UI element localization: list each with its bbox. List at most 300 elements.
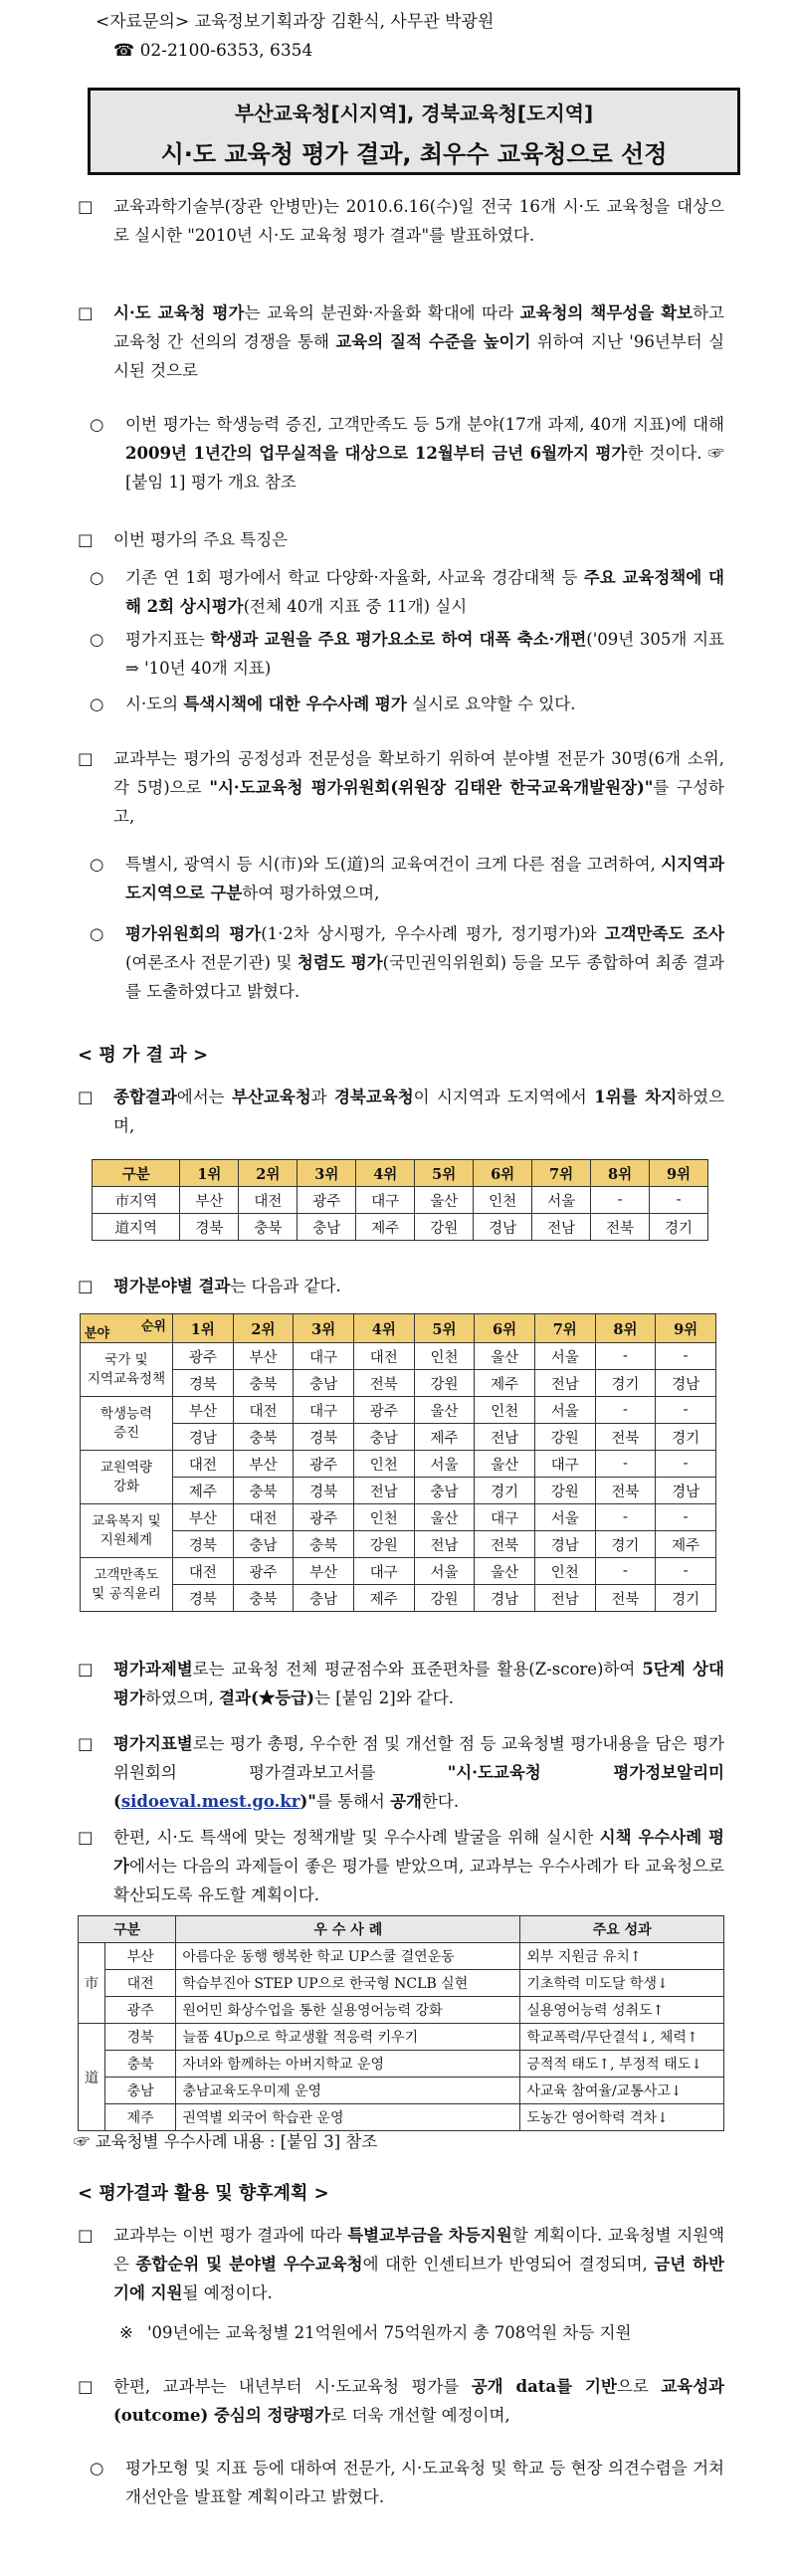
emphasis: 시책 우수사례 평가 bbox=[113, 1828, 724, 1876]
table-header-row bbox=[81, 1314, 716, 1343]
paragraph-text bbox=[78, 1823, 724, 1909]
text-run: 하여 평가하였으며, bbox=[242, 884, 380, 902]
table-cell: 충북 bbox=[233, 1370, 294, 1397]
table-cell: 道지역 bbox=[93, 1214, 180, 1241]
table-cell: 대구 bbox=[294, 1343, 354, 1370]
table-cell: - bbox=[591, 1187, 650, 1214]
table-cell: 제주 bbox=[414, 1424, 475, 1451]
website-link[interactable]: sidoeval.mest.go.kr bbox=[120, 1792, 300, 1811]
table-cell: 대구 bbox=[475, 1504, 535, 1531]
text-run: 하였으며, bbox=[113, 1088, 725, 1135]
table-cell: - bbox=[595, 1397, 656, 1424]
header-cell: 구분 bbox=[79, 1916, 176, 1943]
emphasis: 청렴도 평가 bbox=[297, 953, 383, 972]
table-cell: 울산 bbox=[414, 1504, 475, 1531]
emphasis: 시·도 교육청 평가 bbox=[113, 303, 245, 322]
table-cell: 인천 bbox=[534, 1558, 595, 1585]
table-cell: 서울 bbox=[534, 1397, 595, 1424]
emphasis: 경북교육청 bbox=[333, 1088, 414, 1106]
table-cell: 충남 bbox=[298, 1214, 356, 1241]
emphasis: 평가과제별 bbox=[113, 1660, 193, 1679]
header-cell: 6위 bbox=[474, 1160, 532, 1187]
table-cell: 경기 bbox=[475, 1478, 535, 1504]
table-row bbox=[81, 1424, 716, 1451]
table-cell: 부산 bbox=[294, 1558, 354, 1585]
table-cell: 권역별 외국어 학습관 운영 bbox=[176, 2104, 520, 2131]
text-run: 에서는 bbox=[176, 1088, 232, 1106]
table-cell: 충북 bbox=[233, 1424, 294, 1451]
text-run: 할 계획이다. 교육청별 지원액은 bbox=[113, 2226, 725, 2274]
header-cell: 구분 bbox=[93, 1160, 180, 1187]
table-cell: - bbox=[595, 1343, 656, 1370]
table-cell: 대전 bbox=[105, 1970, 176, 1997]
text-run: 교과부는 이번 평가 결과에 따라 bbox=[113, 2226, 348, 2245]
reference-note: ☞ 교육청별 우수사례 내용 : [붙임 3] 참조 bbox=[74, 2132, 378, 2151]
table-cell: 학교폭력/무단결석↓, 체력↑ bbox=[520, 2024, 724, 2051]
circle-bullet: ○ bbox=[90, 630, 104, 649]
paragraph bbox=[78, 1655, 724, 1712]
corner-top-label: 순위 bbox=[140, 1319, 166, 1334]
table-cell: 충북 bbox=[233, 1478, 294, 1504]
paragraph-text bbox=[90, 690, 724, 718]
overall-rank-table bbox=[92, 1159, 708, 1241]
table-cell: 부산 bbox=[173, 1397, 234, 1424]
field-rank-table bbox=[80, 1313, 716, 1612]
table-cell: 광주 bbox=[353, 1397, 414, 1424]
paragraph-text: '09년에는 교육청별 21억원에서 75억원까지 총 708억원 차등 지원 bbox=[147, 2323, 632, 2342]
table-row bbox=[81, 1397, 716, 1424]
table-cell: 경남 bbox=[656, 1370, 716, 1397]
paragraph bbox=[90, 625, 724, 683]
text-run: 특별시, 광역시 등 시(市)와 도(道)의 교육여건이 크게 다른 점을 고려하여, bbox=[125, 855, 662, 874]
paragraph-text bbox=[78, 1655, 724, 1712]
table-cell: 강원 bbox=[414, 1370, 475, 1397]
paragraph-text bbox=[78, 744, 724, 831]
emphasis: 시지역과 도지역으로 구분 bbox=[125, 855, 724, 902]
table-cell: - bbox=[656, 1504, 716, 1531]
table-cell: 대전 bbox=[239, 1187, 298, 1214]
table-cell: 대전 bbox=[173, 1451, 234, 1478]
table-cell: 인천 bbox=[353, 1504, 414, 1531]
table-cell: 제주 bbox=[656, 1531, 716, 1558]
table-row bbox=[81, 1451, 716, 1478]
text-run: (여론조사 전문기관) 및 bbox=[125, 953, 298, 972]
paragraph bbox=[90, 2454, 724, 2511]
table-cell: 전북 bbox=[475, 1531, 535, 1558]
table-cell: 강원 bbox=[414, 1585, 475, 1612]
table-cell: 서울 bbox=[532, 1187, 591, 1214]
square-bullet: □ bbox=[78, 1660, 94, 1679]
section-heading: < 평 가 결 과 > bbox=[78, 1045, 209, 1066]
text-run: 를 구성하고, bbox=[113, 778, 724, 826]
emphasis: 부산교육청 bbox=[231, 1088, 311, 1106]
table-cell: 市지역 bbox=[93, 1187, 180, 1214]
table-row bbox=[79, 1997, 724, 2024]
paragraph bbox=[78, 2372, 724, 2430]
table-cell: 부산 bbox=[233, 1451, 294, 1478]
emphasis: 고객만족도 조사 bbox=[604, 924, 724, 943]
table-cell: 경남 bbox=[474, 1214, 532, 1241]
text-run: 에서는 다음의 과제들이 좋은 평가를 받았으며, 교과부는 우수사례가 타 교육청으로 확산되도록 유도할 계획이다. bbox=[113, 1857, 724, 1904]
header-cell: 8위 bbox=[591, 1160, 650, 1187]
table-cell: 부산 bbox=[233, 1343, 294, 1370]
table-cell: 전북 bbox=[353, 1370, 414, 1397]
text-run: 로 더욱 개선할 예정이며, bbox=[330, 2406, 510, 2425]
paragraph-text bbox=[90, 410, 724, 496]
paragraph bbox=[119, 2318, 724, 2347]
table-cell: 충남 bbox=[105, 2078, 176, 2104]
paragraph bbox=[74, 2127, 720, 2156]
emphasis: 종합결과 bbox=[113, 1088, 177, 1106]
table-cell: - bbox=[656, 1397, 716, 1424]
table-cell: 충남교육도우미제 운영 bbox=[176, 2078, 520, 2104]
field-name-cell: 교육복지 및 지원체계 bbox=[81, 1504, 173, 1558]
circle-bullet: ○ bbox=[90, 415, 104, 434]
paragraph-text bbox=[78, 2372, 724, 2430]
table-cell: 경남 bbox=[534, 1531, 595, 1558]
table-cell: 충북 bbox=[105, 2051, 176, 2078]
paragraph bbox=[90, 850, 724, 907]
emphasis: "시·도교육청 평가위원회(위원장 김태완 한국교육개발원장)" bbox=[209, 778, 654, 797]
table-cell: 실용영어능력 성취도↑ bbox=[520, 1997, 724, 2024]
table-row bbox=[81, 1585, 716, 1612]
text-run: 될 예정이다. bbox=[182, 2283, 273, 2302]
table-cell: 광주 bbox=[105, 1997, 176, 2024]
paragraph-text bbox=[90, 625, 724, 683]
circle-bullet: ○ bbox=[90, 568, 104, 587]
emphasis: 교육청의 책무성을 확보 bbox=[519, 303, 694, 322]
table-cell: 인천 bbox=[475, 1397, 535, 1424]
emphasis: 특색시책에 대한 우수사례 평가 bbox=[183, 694, 407, 713]
square-bullet: □ bbox=[78, 197, 94, 216]
emphasis: 5단계 상대평가 bbox=[113, 1660, 724, 1707]
table-cell: 충남 bbox=[294, 1370, 354, 1397]
emphasis: 금년 하반기에 지원 bbox=[113, 2255, 724, 2302]
table-cell: 서울 bbox=[414, 1558, 475, 1585]
contact-block bbox=[96, 8, 494, 66]
table-cell: - bbox=[656, 1558, 716, 1585]
table-cell: 부산 bbox=[180, 1187, 239, 1214]
emphasis: 주요 교육정책에 대해 2회 상시평가 bbox=[125, 568, 724, 616]
header-cell: 9위 bbox=[656, 1314, 716, 1343]
table-cell: 경남 bbox=[656, 1478, 716, 1504]
table-cell: 학습부진아 STEP UP으로 한국형 NCLB 실현 bbox=[176, 1970, 520, 1997]
corner-cell bbox=[81, 1314, 173, 1343]
table-cell: 경기 bbox=[595, 1370, 656, 1397]
field-name-cell: 교원역량 강화 bbox=[81, 1451, 173, 1504]
header-cell: 9위 bbox=[650, 1160, 708, 1187]
table-cell: 충남 bbox=[414, 1478, 475, 1504]
table-cell: 대전 bbox=[233, 1504, 294, 1531]
square-bullet: □ bbox=[78, 1734, 94, 1753]
table-cell: - bbox=[595, 1451, 656, 1478]
table-cell: 경기 bbox=[656, 1424, 716, 1451]
header-cell: 3위 bbox=[294, 1314, 354, 1343]
circle-bullet: ○ bbox=[90, 855, 104, 874]
table-cell: 울산 bbox=[415, 1187, 474, 1214]
text-run: 이번 평가는 학생능력 증진, 고객만족도 등 5개 분야(17개 과제, 40개 지표)에 대해 bbox=[125, 415, 724, 434]
table-cell: 서울 bbox=[534, 1504, 595, 1531]
header-cell: 8위 bbox=[595, 1314, 656, 1343]
text-run: 이 시지역과 도지역에서 bbox=[413, 1088, 595, 1106]
header-cell: 5위 bbox=[414, 1314, 475, 1343]
text-run: 실시로 요약할 수 있다. bbox=[406, 694, 576, 713]
table-cell: 인천 bbox=[474, 1187, 532, 1214]
table-cell: - bbox=[650, 1187, 708, 1214]
header-cell: 2위 bbox=[233, 1314, 294, 1343]
table-cell: 강원 bbox=[415, 1214, 474, 1241]
table-cell: 울산 bbox=[475, 1343, 535, 1370]
paragraph-text bbox=[90, 563, 724, 621]
title-line-1: 부산교육청[시지역], 경북교육청[도지역] bbox=[234, 101, 594, 125]
table-cell: 경북 bbox=[173, 1585, 234, 1612]
paragraph bbox=[78, 1083, 724, 1140]
paragraph-text: 이번 평가의 주요 특징은 bbox=[113, 530, 289, 549]
table-cell: 강원 bbox=[534, 1478, 595, 1504]
emphasis: 공개 data를 기반 bbox=[471, 2377, 617, 2396]
text-run: (국민권익위원회) 등을 모두 종합하여 최종 결과를 도출하였다고 밝혔다. bbox=[125, 953, 724, 1001]
table-cell: - bbox=[595, 1558, 656, 1585]
text-run: 한 것이다. ☞ [붙임 1] 평가 개요 참조 bbox=[125, 444, 724, 492]
title-line-2: 시·도 교육청 평가 결과, 최우수 교육청으로 선정 bbox=[160, 140, 668, 168]
paragraph bbox=[78, 2221, 724, 2307]
table-cell: 경북 bbox=[294, 1478, 354, 1504]
table-row bbox=[81, 1531, 716, 1558]
header-cell: 7위 bbox=[532, 1160, 591, 1187]
emphasis: 1위를 차지 bbox=[594, 1088, 678, 1106]
table-cell: 제주 bbox=[353, 1585, 414, 1612]
table-cell: 전남 bbox=[414, 1531, 475, 1558]
table-cell: 부산 bbox=[105, 1943, 176, 1970]
text-run: 위하여 지난 '96년부터 실시된 것으로 bbox=[113, 332, 725, 380]
table-cell: 전북 bbox=[595, 1478, 656, 1504]
table-cell: 울산 bbox=[475, 1558, 535, 1585]
paragraph bbox=[78, 1823, 724, 1909]
table-cell: 전남 bbox=[475, 1424, 535, 1451]
emphasis: 학생과 교원을 주요 평가요소로 하여 대폭 축소·개편 bbox=[210, 630, 587, 649]
table-cell: 대전 bbox=[233, 1397, 294, 1424]
table-cell: 광주 bbox=[173, 1343, 234, 1370]
table-cell: - bbox=[595, 1504, 656, 1531]
paragraph-text bbox=[78, 1083, 724, 1140]
table-cell: 서울 bbox=[414, 1451, 475, 1478]
table-cell: 경북 bbox=[294, 1424, 354, 1451]
field-name-cell: 국가 및 지역교육정책 bbox=[81, 1343, 173, 1397]
table-cell: 외부 지원금 유치↑ bbox=[520, 1943, 724, 1970]
square-bullet: □ bbox=[78, 2377, 94, 2396]
header-cell: 4위 bbox=[356, 1160, 415, 1187]
text-run: 는 다음과 같다. bbox=[230, 1277, 341, 1295]
field-name-cell: 학생능력 증진 bbox=[81, 1397, 173, 1451]
table-cell: 긍적적 태도↑, 부정적 태도↓ bbox=[520, 2051, 724, 2078]
table-row bbox=[93, 1187, 708, 1214]
paragraph-text: 평가모형 및 지표 등에 대하여 전문가, 시·도교육청 및 학교 등 현장 의견수렴을 거쳐 개선안을 발표할 계획이라고 밝혔다. bbox=[125, 2459, 724, 2506]
paragraph-text bbox=[78, 298, 724, 385]
table-row bbox=[79, 1970, 724, 1997]
table-cell: 전남 bbox=[532, 1214, 591, 1241]
header-cell: 1위 bbox=[180, 1160, 239, 1187]
text-run: 으로 bbox=[616, 2377, 662, 2396]
table-cell: 인천 bbox=[414, 1343, 475, 1370]
table-cell: 충남 bbox=[294, 1585, 354, 1612]
header-cell: 우 수 사 례 bbox=[176, 1916, 520, 1943]
header-cell: 6위 bbox=[475, 1314, 535, 1343]
table-row bbox=[93, 1214, 708, 1241]
table-cell: 사교육 참여율/교통사고↓ bbox=[520, 2078, 724, 2104]
table-cell: 충북 bbox=[294, 1531, 354, 1558]
table-cell: 경북 bbox=[173, 1370, 234, 1397]
table-cell: 전남 bbox=[534, 1585, 595, 1612]
table-cell: 충북 bbox=[239, 1214, 298, 1241]
text-run: 는 [붙임 2]와 같다. bbox=[314, 1688, 455, 1707]
header-cell: 4위 bbox=[353, 1314, 414, 1343]
contact-line: <자료문의> 교육정보기획과장 김환식, 사무관 박광원 bbox=[96, 12, 495, 32]
table-cell: 제주 bbox=[356, 1214, 415, 1241]
header-cell: 주요 성과 bbox=[520, 1916, 724, 1943]
table-cell: 도농간 영어학력 격차↓ bbox=[520, 2104, 724, 2131]
text-run: 과 bbox=[310, 1088, 334, 1106]
table-cell: 대구 bbox=[356, 1187, 415, 1214]
paragraph-text bbox=[90, 850, 724, 907]
paragraph bbox=[90, 563, 724, 621]
table-row bbox=[79, 1943, 724, 1970]
paragraph bbox=[78, 1729, 724, 1816]
text-run: 한편, 시·도 특색에 맞는 정책개발 및 우수사례 발굴을 위해 실시한 bbox=[113, 1828, 600, 1847]
table-cell: 광주 bbox=[233, 1558, 294, 1585]
emphasis: 평가위원회의 평가 bbox=[125, 924, 262, 943]
table-row bbox=[79, 2024, 724, 2051]
table-row bbox=[79, 2051, 724, 2078]
table-cell: 광주 bbox=[294, 1504, 354, 1531]
table-cell: 전북 bbox=[595, 1424, 656, 1451]
table-cell: 전남 bbox=[353, 1478, 414, 1504]
table-cell: - bbox=[656, 1343, 716, 1370]
table-cell: 경기 bbox=[650, 1214, 708, 1241]
field-name-cell: 고객만족도 및 공직윤리 bbox=[81, 1558, 173, 1612]
table-row bbox=[81, 1343, 716, 1370]
text-run: 한편, 교과부는 내년부터 시·도교육청 평가를 bbox=[113, 2377, 472, 2396]
table-cell: - bbox=[656, 1451, 716, 1478]
table-cell: 기초학력 미도달 학생↓ bbox=[520, 1970, 724, 1997]
header-cell: 5위 bbox=[415, 1160, 474, 1187]
square-bullet: □ bbox=[78, 1828, 94, 1847]
table-row bbox=[81, 1370, 716, 1397]
emphasis: 결과(★등급) bbox=[219, 1688, 315, 1707]
paragraph-text: 교육과학기술부(장관 안병만)는 2010.6.16(수)일 전국 16개 시·도 교육청을 대상으로 실시한 "2010년 시·도 교육청 평가 결과"를 발표하였다. bbox=[113, 197, 724, 245]
paragraph-text bbox=[78, 1272, 724, 1300]
text-run: 를 통해서 bbox=[315, 1792, 391, 1811]
square-bullet: □ bbox=[78, 2226, 94, 2245]
corner-bottom-label: 분야 bbox=[85, 1326, 110, 1341]
table-cell: 경기 bbox=[595, 1531, 656, 1558]
table-cell: 경북 bbox=[173, 1531, 234, 1558]
text-run: 교과부는 평가의 공정성과 전문성을 확보하기 위하여 분야별 전문가 30명(6개 소위, 각 5명)으로 bbox=[113, 749, 724, 797]
table-cell: 대구 bbox=[534, 1451, 595, 1478]
table-cell: 자녀와 함께하는 아버지학교 운영 bbox=[176, 2051, 520, 2078]
table-cell: 제주 bbox=[173, 1478, 234, 1504]
paragraph-text bbox=[90, 919, 724, 1006]
square-bullet: □ bbox=[78, 1088, 94, 1106]
text-run: 는 교육의 분권화·자율화 확대에 따라 bbox=[244, 303, 520, 322]
text-run: 시·도의 bbox=[125, 694, 184, 713]
paragraph bbox=[78, 525, 724, 554]
table-cell: 부산 bbox=[173, 1504, 234, 1531]
text-run: ('09년 305개 지표 ⇒ '10년 40개 지표) bbox=[125, 630, 724, 678]
table-cell: 울산 bbox=[475, 1451, 535, 1478]
text-run: 하고 교육청 간 선의의 경쟁을 통해 bbox=[113, 303, 724, 351]
table-cell: 충북 bbox=[233, 1585, 294, 1612]
table-cell: 충남 bbox=[233, 1531, 294, 1558]
header-cell: 7위 bbox=[534, 1314, 595, 1343]
table-cell: 대구 bbox=[294, 1397, 354, 1424]
table-cell: 울산 bbox=[414, 1397, 475, 1424]
table-cell: 전북 bbox=[591, 1214, 650, 1241]
table-cell: 광주 bbox=[294, 1451, 354, 1478]
region-group-cell: 市 bbox=[79, 1943, 105, 2024]
title-box bbox=[88, 88, 740, 175]
header-cell: 2위 bbox=[239, 1160, 298, 1187]
section-heading: < 평가결과 활용 및 향후계획 > bbox=[78, 2183, 329, 2204]
circle-bullet: ○ bbox=[90, 924, 104, 943]
table-cell: 아름다운 동행 행복한 학교 UP스쿨 결연운동 bbox=[176, 1943, 520, 1970]
table-cell: 경기 bbox=[656, 1585, 716, 1612]
contact-phone: ☎ 02-2100-6353, 6354 bbox=[113, 41, 313, 61]
circle-bullet: ○ bbox=[90, 2459, 104, 2477]
note-mark: ※ bbox=[119, 2323, 133, 2342]
paragraph bbox=[90, 690, 724, 718]
table-header-row bbox=[93, 1160, 708, 1187]
paragraph bbox=[78, 192, 724, 250]
paragraph-text bbox=[78, 2221, 724, 2307]
best-cases-table bbox=[78, 1915, 724, 2131]
table-cell: 대전 bbox=[173, 1558, 234, 1585]
table-cell: 강원 bbox=[353, 1531, 414, 1558]
text-run: (전체 40개 지표 중 11개) 실시 bbox=[243, 597, 468, 616]
table-cell: 전북 bbox=[595, 1585, 656, 1612]
table-row bbox=[81, 1504, 716, 1531]
header-cell: 1위 bbox=[173, 1314, 234, 1343]
text-run: 로는 평가 총평, 우수한 점 및 개선할 점 등 교육청별 평가내용을 담은 평가위원회의 평가결과보고서를 bbox=[113, 1734, 724, 1782]
emphasis: 특별교부금을 차등지원 bbox=[347, 2226, 512, 2245]
table-cell: 경남 bbox=[173, 1424, 234, 1451]
paragraph bbox=[90, 919, 724, 1006]
table-cell: 전남 bbox=[534, 1370, 595, 1397]
emphasis: )" bbox=[299, 1792, 316, 1811]
paragraph bbox=[90, 410, 724, 496]
table-row bbox=[79, 2078, 724, 2104]
table-cell: 제주 bbox=[475, 1370, 535, 1397]
emphasis: 종합순위 및 분야별 우수교육청 bbox=[135, 2255, 363, 2274]
table-cell: 대구 bbox=[353, 1558, 414, 1585]
square-bullet: □ bbox=[78, 749, 94, 768]
table-cell: 경남 bbox=[475, 1585, 535, 1612]
emphasis: 2009년 1년간의 업무실적을 대상으로 12월부터 금년 6월까지 평가 bbox=[125, 444, 628, 463]
paragraph bbox=[78, 744, 724, 831]
emphasis: 교육성과(outcome) 중심의 정량평가 bbox=[113, 2377, 724, 2425]
table-cell: 대전 bbox=[353, 1343, 414, 1370]
table-cell: 강원 bbox=[534, 1424, 595, 1451]
square-bullet: □ bbox=[78, 303, 94, 322]
emphasis: 교육의 질적 수준을 높이기 bbox=[335, 332, 531, 351]
table-cell: 서울 bbox=[534, 1343, 595, 1370]
table-cell: 광주 bbox=[298, 1187, 356, 1214]
paragraph-text bbox=[78, 1729, 724, 1816]
header-cell: 3위 bbox=[298, 1160, 356, 1187]
table-row bbox=[81, 1558, 716, 1585]
table-cell: 경북 bbox=[105, 2024, 176, 2051]
text-run: 평가지표는 bbox=[125, 630, 211, 649]
emphasis: "시·도교육청 평가정보알리미( bbox=[113, 1763, 724, 1811]
